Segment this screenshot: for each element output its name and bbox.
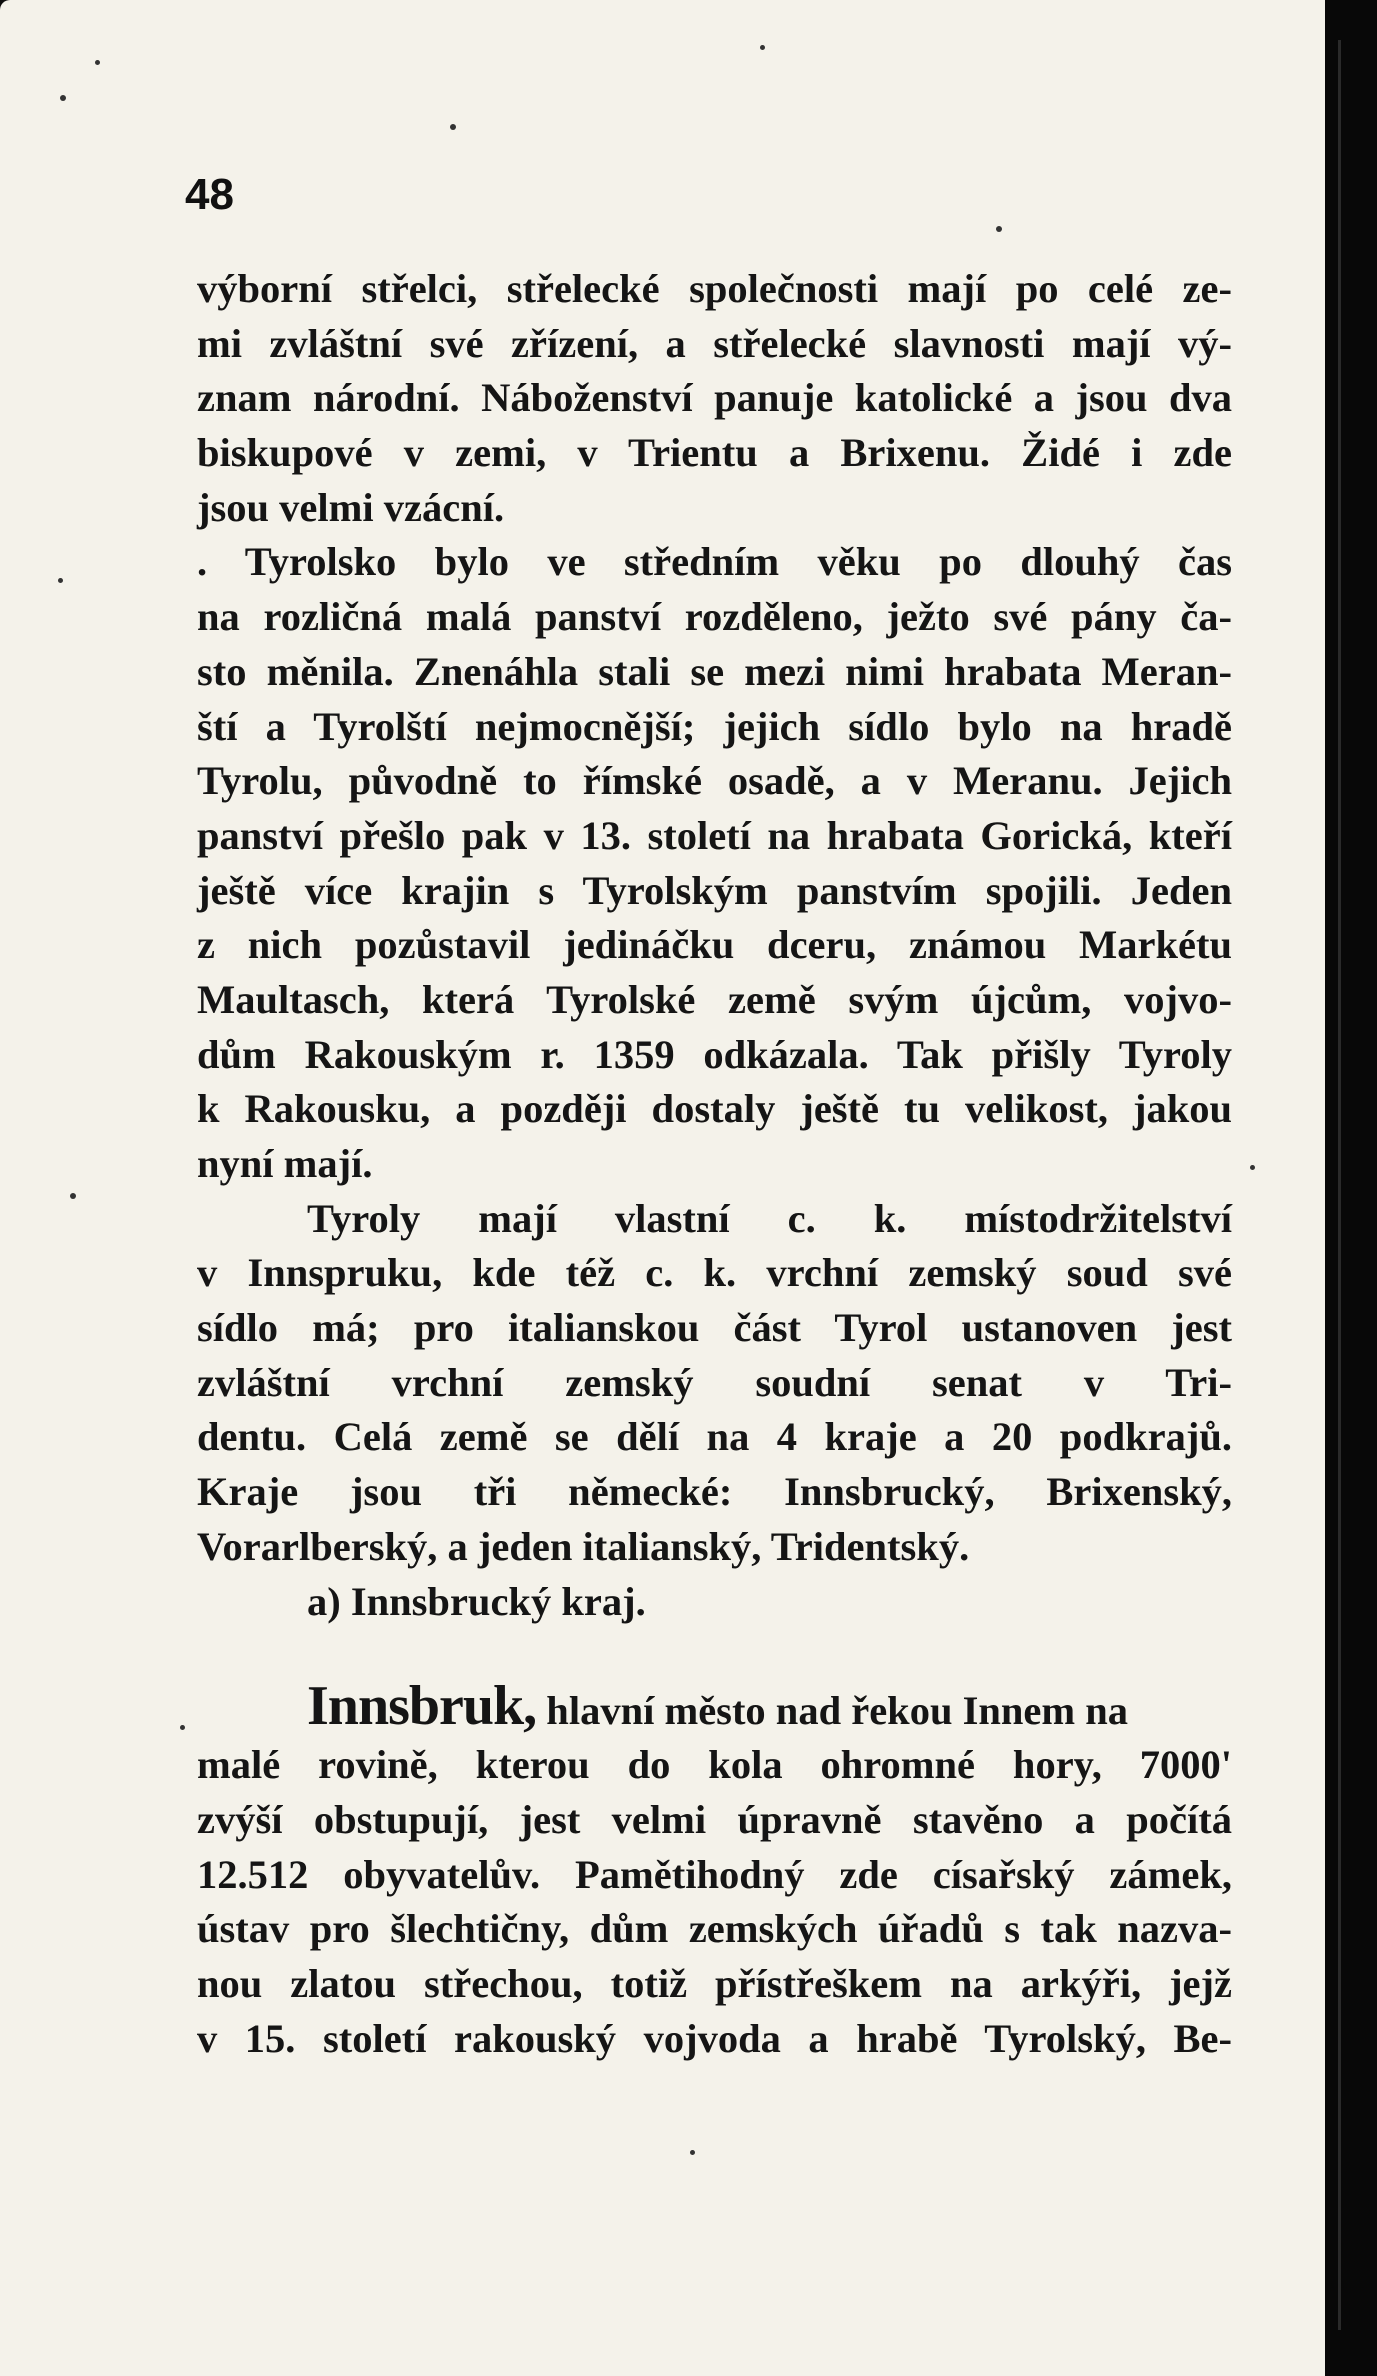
text-line: nou zlatou střechou, totiž přístřeškem na arkýři, jejž xyxy=(197,1960,1232,2006)
text-line: k Rakousku, a později dostaly ještě tu velikost, jakou xyxy=(197,1086,1232,1132)
page-edge xyxy=(1325,0,1377,2376)
text-line: ústav pro šlechtičny, dům zemských úřadů s tak nazva- xyxy=(197,1906,1232,1952)
text-line: nyní mají. xyxy=(197,1141,373,1186)
text-line: . Tyrolsko bylo ve středním věku po dlouhý čas xyxy=(197,539,1232,585)
text-line: v 15. století rakouský vojvoda a hrabě Tyrolský, Be- xyxy=(197,2015,1232,2061)
text-line: výborní střelci, střelecké společnosti mají po celé ze- xyxy=(197,266,1232,311)
text-span: hlavní město nad řekou Innem na xyxy=(536,1688,1129,1734)
text-line: jsou velmi vzácní. xyxy=(197,484,505,530)
text-line: panství přešlo pak v 13. století na hrabata Gorická, kteří xyxy=(197,812,1232,858)
text-line: v Innspruku, kde též c. k. vrchní zemský soud své xyxy=(197,1250,1232,1296)
paper-speck xyxy=(180,1725,185,1730)
text-line: ští a Tyrolští nejmocnější; jejich sídlo bylo na hradě xyxy=(197,703,1232,749)
paper-speck xyxy=(760,45,765,50)
paper-speck xyxy=(1250,1165,1255,1170)
text-line: Vorarlberský, a jeden italianský, Tridentský. xyxy=(197,1523,970,1569)
text-line: Kraje jsou tři německé: Innsbrucký, Brixenský, xyxy=(197,1469,1232,1515)
section-gap xyxy=(197,1629,1232,1674)
body-text xyxy=(197,262,1232,2066)
text-line: sto měnila. Znenáhla stali se mezi nimi hrabata Meran- xyxy=(197,648,1232,694)
text-line: dům Rakouským r. 1359 odkázala. Tak přišly Tyroly xyxy=(197,1031,1232,1077)
text-line: ještě více krajin s Tyrolským panstvím spojili. Jeden xyxy=(197,867,1232,913)
paper-speck xyxy=(60,95,66,101)
text-line xyxy=(197,1674,1232,1738)
text-line: malé rovině, kterou do kola ohromné hory, 7000' xyxy=(197,1742,1232,1788)
page-edge-line xyxy=(1338,40,1341,2330)
paper-speck xyxy=(996,226,1002,232)
text-line: sídlo má; pro italianskou část Tyrol ustanoven jest xyxy=(197,1305,1232,1351)
text-line: Tyroly mají vlastní c. k. místodržitelství xyxy=(307,1195,1232,1241)
text-line: znam národní. Náboženství panuje katolické a jsou dva xyxy=(197,375,1232,421)
text-line: zvláštní vrchní zemský soudní senat v Tri- xyxy=(197,1359,1232,1405)
text-line: zvýší obstupují, jest velmi úpravně stavěno a počítá xyxy=(197,1796,1232,1842)
text-line: 12.512 obyvatelův. Pamětihodný zde císařský zámek, xyxy=(197,1851,1232,1897)
text-line: z nich pozůstavil jedináčku dceru, známou Markétu xyxy=(197,922,1232,968)
paper-speck xyxy=(70,1193,76,1199)
page-number: 48 xyxy=(185,170,234,219)
paper-speck xyxy=(58,578,63,583)
paper-speck xyxy=(690,2150,695,2155)
text-line: biskupové v zemi, v Trientu a Brixenu. Židé i zde xyxy=(197,430,1232,476)
text-line: Tyrolu, původně to římské osadě, a v Meranu. Jejich xyxy=(197,758,1232,804)
city-name: Innsbruk, xyxy=(307,1675,537,1738)
text-line: Maultasch, která Tyrolské země svým újcům, vojvo- xyxy=(197,976,1232,1022)
text-line: dentu. Celá země se dělí na 4 kraje a 20 podkrajů. xyxy=(197,1414,1232,1460)
section-heading: a) Innsbrucký kraj. xyxy=(307,1578,646,1624)
text-line: na rozličná malá panství rozděleno, ježto své pány ča- xyxy=(197,594,1232,640)
paper-speck xyxy=(450,124,456,130)
text-line: mi zvláštní své zřízení, a střelecké slavnosti mají vý- xyxy=(197,320,1232,366)
paper-speck xyxy=(95,60,100,65)
